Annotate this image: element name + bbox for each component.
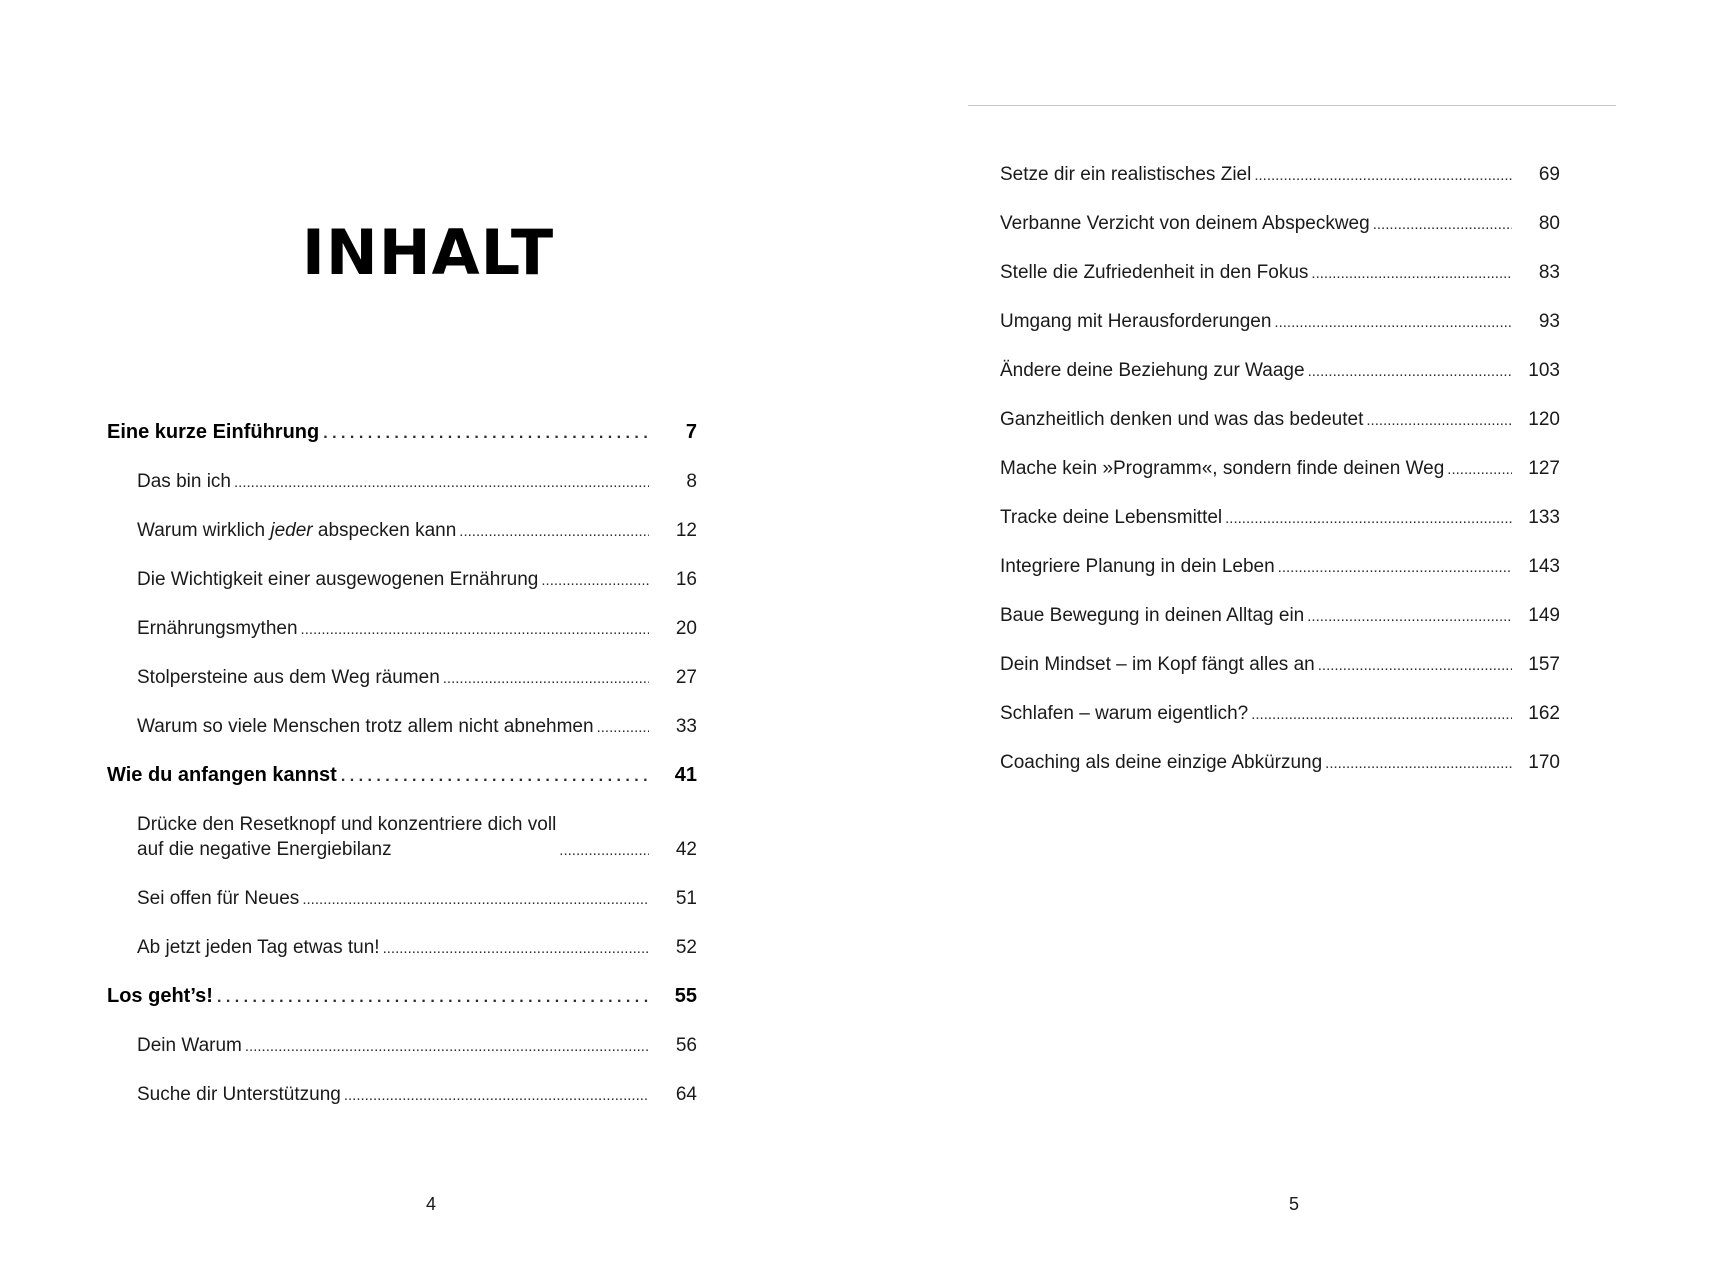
toc-entry[interactable] [1000, 677, 1560, 726]
toc-chapter-entry[interactable] [107, 960, 697, 1009]
dot-leader [597, 717, 649, 739]
entry-page-number: 133 [1528, 507, 1560, 528]
toc-entry[interactable] [107, 788, 697, 862]
toc-chapter-entry[interactable] [107, 739, 697, 788]
entry-label: Ganzheitlich denken und was das bedeutet [1000, 409, 1364, 430]
entry-page-number: 42 [675, 839, 697, 860]
entry-label: Verbanne Verzicht von deinem Abspeckweg [1000, 213, 1370, 234]
entry-label: Eine kurze Einführung [107, 421, 320, 443]
entry-page-number: 33 [675, 716, 697, 737]
dot-leader [443, 668, 649, 690]
entry-page-number: 83 [1538, 262, 1560, 283]
dot-leader [1308, 361, 1512, 383]
entry-label [137, 812, 556, 862]
entry-page-number: 69 [1538, 164, 1560, 185]
entry-page-number: 27 [675, 667, 697, 688]
entry-label: Umgang mit Herausforderungen [1000, 311, 1272, 332]
toc-entry[interactable] [1000, 628, 1560, 677]
toc-entry[interactable] [107, 690, 697, 739]
dot-leader [341, 766, 649, 788]
entry-page-number: 7 [685, 421, 697, 443]
toc-entry[interactable] [1000, 432, 1560, 481]
dot-leader [459, 521, 649, 543]
dot-leader [1366, 410, 1512, 432]
dot-leader [217, 987, 649, 1009]
toc-right [1000, 138, 1560, 775]
entry-page-number: 170 [1528, 752, 1560, 773]
dot-leader [245, 1036, 649, 1058]
entry-label: Mache kein »Programm«, sondern finde deinen Weg [1000, 458, 1445, 479]
entry-page-number: 157 [1528, 654, 1560, 675]
dot-leader [1325, 753, 1512, 775]
page-title: INHALT [301, 216, 555, 289]
entry-page-number: 127 [1528, 458, 1560, 479]
entry-label: Dein Mindset – im Kopf fängt alles an [1000, 654, 1315, 675]
toc-entry[interactable] [1000, 138, 1560, 187]
toc-entry[interactable] [1000, 481, 1560, 530]
entry-page-number: 162 [1528, 703, 1560, 724]
label-line: auf die negative Energiebilanz [137, 839, 392, 860]
label-italic: jeder [270, 520, 313, 541]
dot-leader [1447, 459, 1512, 481]
entry-label: Das bin ich [137, 471, 231, 492]
entry-page-number: 51 [675, 888, 697, 909]
entry-page-number: 16 [675, 569, 697, 590]
entry-label: Dein Warum [137, 1035, 242, 1056]
dot-leader [1225, 508, 1512, 530]
entry-label: Tracke deine Lebensmittel [1000, 507, 1223, 528]
toc-entry[interactable] [1000, 236, 1560, 285]
dot-leader [323, 423, 649, 445]
dot-leader [559, 840, 649, 862]
toc-entry[interactable] [1000, 285, 1560, 334]
entry-label: Warum so viele Menschen trotz allem nicht abnehmen [137, 716, 594, 737]
entry-label: Sei offen für Neues [137, 888, 300, 909]
toc-entry[interactable] [107, 911, 697, 960]
dot-leader [1278, 557, 1512, 579]
entry-page-number: 149 [1528, 605, 1560, 626]
toc-entry[interactable] [107, 592, 697, 641]
entry-page-number: 52 [675, 937, 697, 958]
entry-label: Ernährungsmythen [137, 618, 298, 639]
toc-entry[interactable] [107, 543, 697, 592]
dot-leader [234, 472, 649, 494]
toc-entry[interactable] [107, 445, 697, 494]
entry-label [137, 518, 456, 543]
entry-page-number: 120 [1528, 409, 1560, 430]
dot-leader [541, 570, 649, 592]
dot-leader [1311, 263, 1512, 285]
entry-label: Die Wichtigkeit einer ausgewogenen Ernährung [137, 569, 539, 590]
toc-entry[interactable] [1000, 579, 1560, 628]
entry-label: Ab jetzt jeden Tag etwas tun! [137, 937, 380, 958]
toc-entry[interactable] [107, 1009, 697, 1058]
dot-leader [301, 619, 649, 641]
dot-leader [1307, 606, 1512, 628]
entry-page-number: 55 [674, 985, 697, 1007]
entry-page-number: 80 [1538, 213, 1560, 234]
entry-label: Setze dir ein realistisches Ziel [1000, 164, 1252, 185]
dot-leader [1318, 655, 1512, 677]
toc-entry[interactable] [1000, 383, 1560, 432]
entry-label: Integriere Planung in dein Leben [1000, 556, 1275, 577]
toc-chapter-entry[interactable] [107, 396, 697, 445]
toc-entry[interactable] [107, 494, 697, 543]
entry-page-number: 143 [1528, 556, 1560, 577]
entry-page-number: 12 [675, 520, 697, 541]
entry-label: Coaching als deine einzige Abkürzung [1000, 752, 1323, 773]
entry-page-number: 93 [1538, 311, 1560, 332]
entry-page-number: 20 [675, 618, 697, 639]
entry-label: Stelle die Zufriedenheit in den Fokus [1000, 262, 1309, 283]
left-page [0, 0, 856, 1270]
dot-leader [1251, 704, 1512, 726]
page-number-left: 4 [425, 1194, 436, 1214]
entry-page-number: 41 [674, 764, 697, 786]
entry-label: Suche dir Unterstützung [137, 1084, 341, 1105]
top-rule [968, 105, 1616, 106]
entry-page-number: 8 [686, 471, 697, 492]
dot-leader [1254, 165, 1512, 187]
entry-page-number: 103 [1528, 360, 1560, 381]
toc-entry[interactable] [1000, 187, 1560, 236]
toc-entry[interactable] [1000, 530, 1560, 579]
label-part: Warum wirklich [137, 520, 271, 541]
dot-leader [1274, 312, 1512, 334]
dot-leader [383, 938, 649, 960]
entry-label: Los geht’s! [107, 985, 213, 1007]
entry-page-number: 56 [675, 1035, 697, 1056]
dot-leader [302, 889, 649, 911]
toc-entry[interactable] [1000, 726, 1560, 775]
page-number-right: 5 [1288, 1194, 1299, 1214]
entry-page-number: 64 [675, 1084, 697, 1105]
dot-leader [344, 1085, 649, 1107]
entry-label: Stolpersteine aus dem Weg räumen [137, 667, 440, 688]
label-line: Drücke den Resetknopf und konzentriere dich voll [137, 814, 557, 835]
entry-label: Schlafen – warum eigentlich? [1000, 703, 1249, 724]
toc-entry[interactable] [107, 1058, 697, 1107]
entry-label: Ändere deine Beziehung zur Waage [1000, 360, 1305, 381]
toc-entry[interactable] [107, 862, 697, 911]
entry-label: Wie du anfangen kannst [107, 764, 337, 786]
entry-label: Baue Bewegung in deinen Alltag ein [1000, 605, 1305, 626]
toc-entry[interactable] [107, 641, 697, 690]
toc-left [107, 396, 697, 1107]
toc-entry[interactable] [1000, 334, 1560, 383]
dot-leader [1373, 214, 1512, 236]
label-part: abspecken kann [312, 520, 457, 541]
